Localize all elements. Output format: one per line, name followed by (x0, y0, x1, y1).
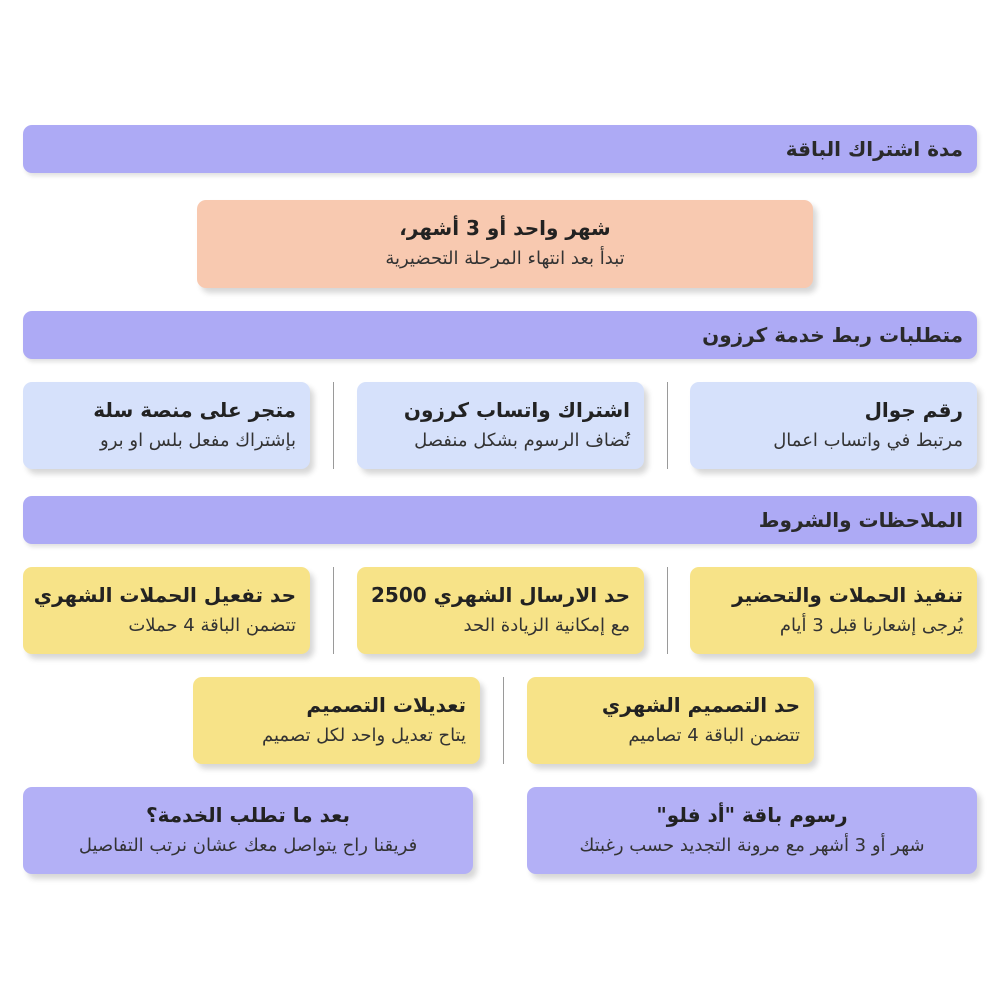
divider (333, 382, 334, 469)
divider (667, 382, 668, 469)
note-card-design-limit (527, 677, 814, 764)
note-card-campaigns-prep (690, 567, 977, 654)
requirement-card-salla (23, 382, 310, 469)
divider (503, 677, 504, 764)
note-desc: يتاح تعديل واحد لكل تصميم (262, 724, 466, 746)
requirement-desc: مرتبط في واتساب اعمال (773, 429, 963, 451)
requirement-desc: بإشتراك مفعل بلس او برو (100, 429, 296, 451)
requirements-header: متطلبات ربط خدمة كرزون (23, 311, 977, 359)
note-title: حد تفعيل الحملات الشهري (33, 582, 296, 607)
note-title: حد الارسال الشهري 2500 (370, 582, 630, 607)
after-request-title: بعد ما تطلب الخدمة؟ (146, 802, 350, 827)
adflow-fees-card (527, 787, 977, 874)
note-card-campaign-limit (23, 567, 310, 654)
duration-card-title: شهر واحد أو 3 أشهر، (399, 216, 611, 241)
adflow-fees-desc: شهر أو 3 أشهر مع مرونة التجديد حسب رغبتك (579, 834, 925, 856)
requirement-title: متجر على منصة سلة (93, 397, 296, 422)
adflow-fees-title: رسوم باقة "أد فلو" (656, 802, 848, 827)
note-card-send-limit (357, 567, 644, 654)
note-desc: تتضمن الباقة 4 تصاميم (628, 724, 800, 746)
divider (333, 567, 334, 654)
note-desc: يُرجى إشعارنا قبل 3 أيام (779, 614, 963, 636)
after-request-card (23, 787, 473, 874)
notes-header: الملاحظات والشروط (23, 496, 977, 544)
note-title: تنفيذ الحملات والتحضير (732, 582, 963, 607)
requirement-desc: تُضاف الرسوم بشكل منفصل (414, 429, 630, 451)
note-title: حد التصميم الشهري (601, 692, 800, 717)
duration-card (197, 200, 813, 288)
duration-header: مدة اشتراك الباقة (23, 125, 977, 173)
after-request-desc: فريقنا راح يتواصل معك عشان نرتب التفاصيل (78, 834, 418, 856)
requirement-card-whatsapp (357, 382, 644, 469)
note-card-design-edits (193, 677, 480, 764)
note-title: تعديلات التصميم (306, 692, 466, 717)
divider (667, 567, 668, 654)
note-desc: مع إمكانية الزيادة الحد (463, 614, 630, 636)
requirement-card-phone (690, 382, 977, 469)
duration-card-desc: تبدأ بعد انتهاء المرحلة التحضيرية (385, 248, 625, 270)
requirement-title: اشتراك واتساب كرزون (403, 397, 630, 422)
note-desc: تتضمن الباقة 4 حملات (128, 614, 296, 636)
requirement-title: رقم جوال (864, 397, 963, 422)
